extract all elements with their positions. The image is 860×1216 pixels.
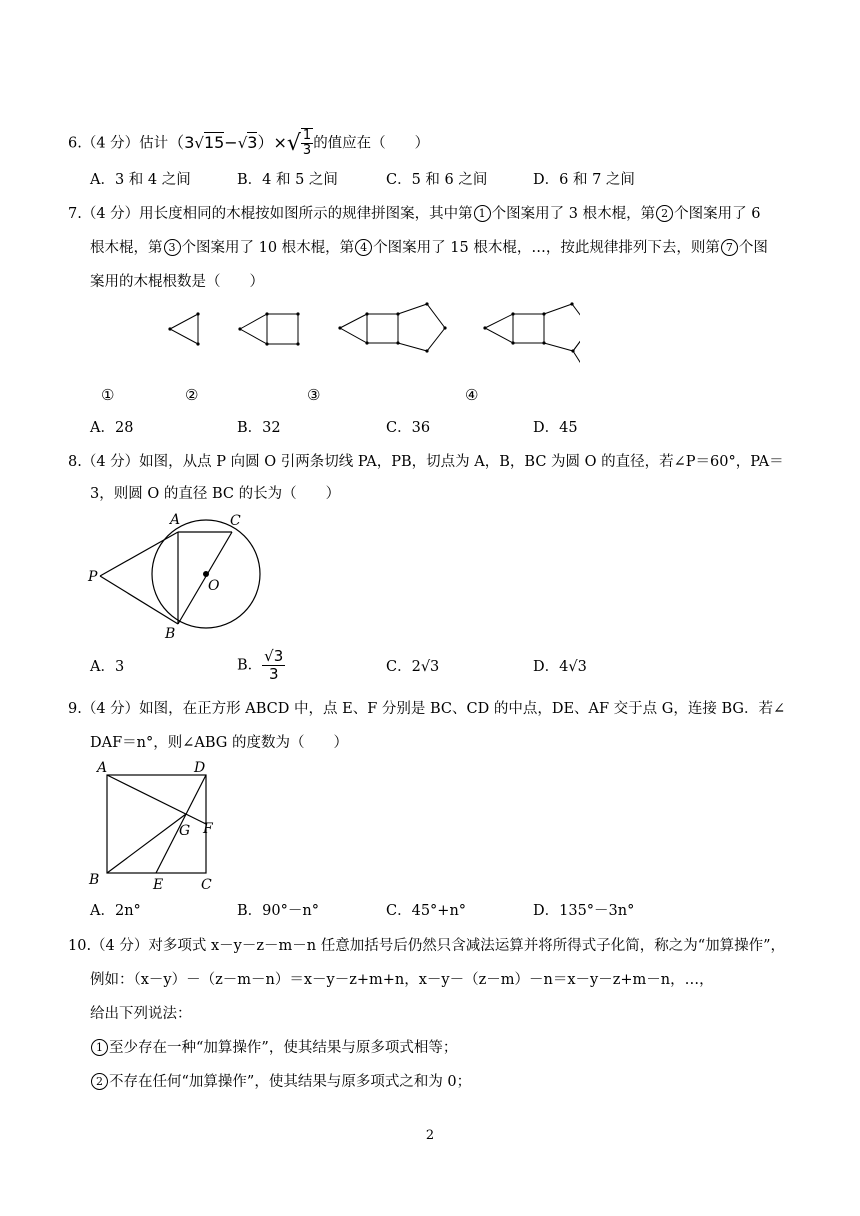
q9-label-a: A <box>97 760 108 776</box>
q7-fig-label-3: ③ <box>307 386 321 404</box>
q9-figure <box>85 758 225 893</box>
q9-stem-line1: 9.（4 分）如图，在正方形 ABCD 中，点 E、F 分别是 BC、CD 的中点，DE、AF 交于点 G，连接 BG．若∠ <box>68 701 786 717</box>
q7-stem-line1: 7.（4 分）用长度相同的木棍按如图所示的规律拼图案，其中第 1 个图案用了 3 根木棍，第 2 个图案用了 6 <box>68 206 761 222</box>
q6-expression: （3√15−√3）×√ $\frac{1}{3}$ <box>168 128 312 158</box>
q9-label-b: B <box>89 872 100 888</box>
q8-stem-line2: 3，则圆 O 的直径 BC 的长为（ ） <box>90 486 341 502</box>
q7-pattern-3-square <box>367 314 398 343</box>
q8-option-b[interactable]: B． $\frac{√3}{3}$ <box>237 647 284 683</box>
q9-option-d[interactable]: D．135°－3n° <box>533 903 635 919</box>
q7-fig-label-2: ② <box>185 386 199 404</box>
q9-option-a[interactable]: A．2n° <box>90 903 141 919</box>
q9-label-f: F <box>203 821 213 837</box>
q8-center-dot <box>203 571 209 577</box>
q9-stem-line2: DAF＝n°，则∠ABG 的度数为（ ） <box>90 735 348 751</box>
q8-stem-line1: 8.（4 分）如图，从点 P 向圆 O 引两条切线 PA，PB，切点为 A，B，BC 为圆 O 的直径，若∠P＝60°，PA＝ <box>68 454 784 470</box>
q7-fig-label-4: ④ <box>465 386 479 404</box>
q7-pattern-1 <box>170 314 198 344</box>
q7-pattern-2-square <box>267 314 298 344</box>
q7-pattern-2-triangle <box>240 314 267 344</box>
q8-diameter-bc <box>178 532 232 624</box>
q8-option-c[interactable]: C．2√3 <box>386 659 440 675</box>
q6-option-a[interactable]: A．3 和 4 之间 <box>90 172 191 188</box>
q8-tangent-pa <box>100 532 178 576</box>
q7-pattern-3-triangle <box>340 314 367 343</box>
q8-option-a[interactable]: A．3 <box>90 659 125 675</box>
q8-label-c: C <box>230 513 241 529</box>
q7-option-c[interactable]: C．36 <box>386 420 431 436</box>
q7-stem-line3: 案用的木棍根数是（ ） <box>90 274 264 290</box>
q9-label-g: G <box>179 823 191 839</box>
page-number: 2 <box>425 1128 435 1143</box>
q8-figure <box>80 508 280 643</box>
q9-segment-af <box>107 775 206 824</box>
q9-option-b[interactable]: B．90°－n° <box>237 903 319 919</box>
q7-option-b[interactable]: B．32 <box>237 420 281 436</box>
q6-option-c[interactable]: C．5 和 6 之间 <box>386 172 488 188</box>
q8-label-a: A <box>170 512 181 528</box>
q10-statement-2: 2 不存在任何“加算操作”，使其结果与原多项式之和为 0； <box>90 1072 471 1092</box>
q8-label-p: P <box>88 569 98 585</box>
q7-pattern-4-hexagon <box>573 328 580 378</box>
q10-stem-line2: 例如：（x－y）－（z－m－n）＝x－y－z+m+n，x－y－（z－m）－n＝x－y－z+m－n，…， <box>90 972 714 988</box>
q10-stem-line1: 10.（4 分）对多项式 x－y－z－m－n 任意加括号后仍然只含减法运算并将所得式子化简，称之为“加算操作”， <box>68 938 786 954</box>
q6-option-b[interactable]: B．4 和 5 之间 <box>237 172 338 188</box>
q10-statement-1: 1 至少存在一种“加算操作”，使其结果与原多项式相等； <box>90 1038 457 1058</box>
q7-stem-line2: 根木棍，第 3 个图案用了 10 根木棍，第 4 个图案用了 15 根木棍，…，按此规律排列下去，则第 7 个图 <box>90 240 768 256</box>
q7-fig-label-1: ① <box>101 386 115 404</box>
q7-pattern-4-square <box>513 314 544 343</box>
q9-option-c[interactable]: C．45°+n° <box>386 903 467 919</box>
q7-option-d[interactable]: D．45 <box>533 420 578 436</box>
q7-pattern-4-pentagon <box>544 304 580 351</box>
q9-segment-bg <box>107 814 186 873</box>
q7-option-a[interactable]: A．28 <box>90 420 134 436</box>
q8-label-o: O <box>208 578 220 594</box>
q7-pattern-4-triangle <box>485 314 513 343</box>
q9-label-d: D <box>194 760 206 776</box>
q8-tangent-pb <box>100 576 178 624</box>
q7-pattern-3-pentagon <box>398 304 445 351</box>
q6-option-d[interactable]: D．6 和 7 之间 <box>533 172 635 188</box>
q9-square-abcd <box>107 775 206 873</box>
q9-label-e: E <box>153 877 164 893</box>
q10-stem-line3: 给出下列说法： <box>90 1006 192 1022</box>
q8-option-d[interactable]: D．4√3 <box>533 659 587 675</box>
q7-figure <box>80 296 580 411</box>
q6-stem: 6.（4 分）估计（3√15−√3）×√ $\frac{1}{3}$ 的值应在（ ） <box>68 128 430 158</box>
q8-label-b: B <box>165 626 176 642</box>
q9-label-c: C <box>201 877 212 893</box>
